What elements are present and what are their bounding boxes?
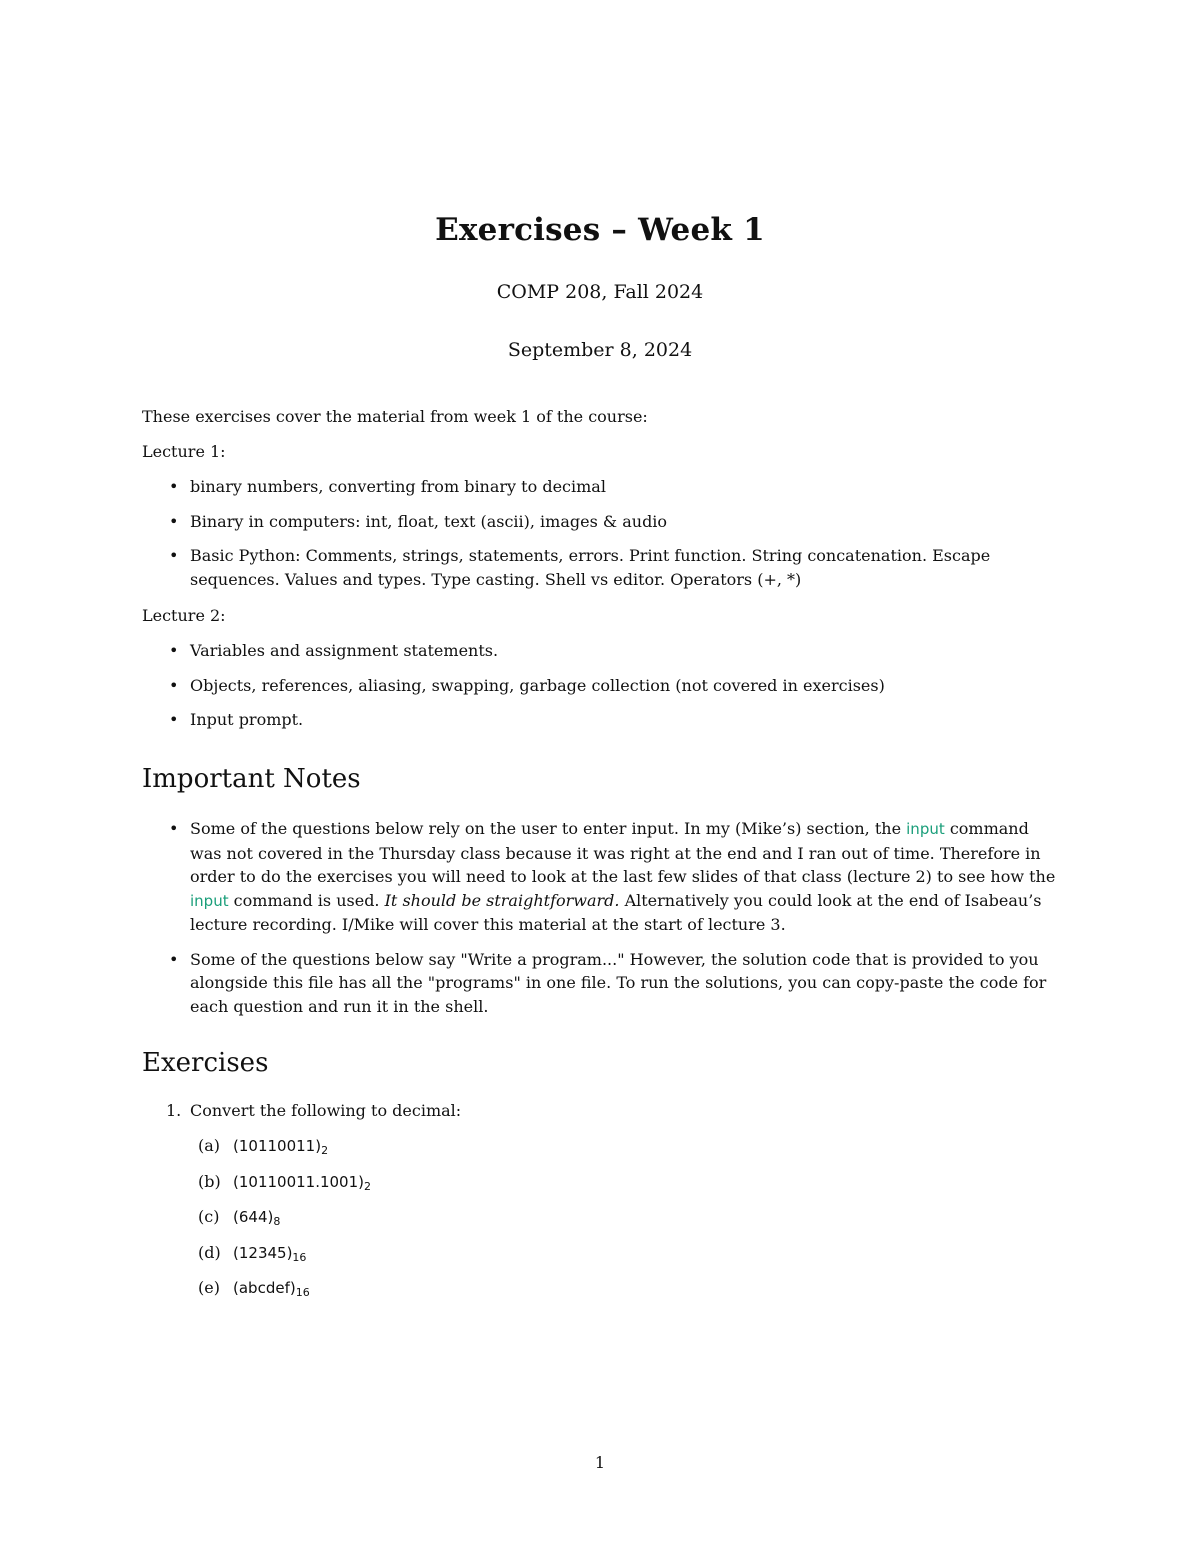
exercise-item [142, 1099, 1060, 1123]
section-heading-important-notes: Important Notes [142, 764, 361, 794]
list-item: • Some of the questions below say "Write a program..." However, the solution code that is provided to you alongside this file has all the "programs" in one file. To run the solutions, you can copy-paste the code for each question and run it in the shell. [169, 949, 1047, 1016]
emphasis-text: It should be straightforward. [384, 890, 620, 910]
bullet-icon: • [169, 641, 179, 660]
bullet-icon: • [169, 675, 179, 695]
list-item: • Binary in computers: int, float, text (ascii), images & audio [142, 510, 1060, 534]
list-item: • Variables and assignment statements. [142, 639, 1060, 663]
bullet-icon: • [169, 477, 179, 496]
bullet-icon: • [169, 546, 179, 565]
list-item: • Some of the questions below rely on the user to enter input. In my (Mike’s) section, the input command was not covered in the Thursday class because it was right at the end and I ran out of time. Therefore in order to do the exercises you will need to look at the last few slides of that class (lecture 2) to see how the input command is used. It should be straightforward. Alternatively you could look at the end of Isabeau’s lecture recording. I/Mike will cover this material at the start of lecture 3. [169, 819, 1056, 934]
important-notes-list [142, 817, 1060, 1018]
lecture-1-topics [142, 475, 1060, 591]
list-item: • Objects, references, aliasing, swapping, garbage collection (not covered in exercises) [142, 674, 1060, 698]
bullet-icon: • [169, 819, 179, 838]
exercise-subparts [198, 1134, 371, 1312]
input-code-term: input [190, 891, 229, 910]
bullet-icon: • [169, 710, 179, 729]
intro-paragraph: These exercises cover the material from week 1 of the course: [142, 407, 648, 426]
exercise-list [142, 1099, 1060, 1123]
lecture-1-label: Lecture 1: [142, 442, 226, 461]
lecture-2-topics [142, 639, 1060, 732]
page-number: 1 [594, 1453, 606, 1472]
section-heading-exercises: Exercises [142, 1048, 269, 1078]
input-code-term: input [906, 820, 945, 838]
exercise-text: Convert the following to decimal: [190, 1101, 462, 1120]
exercise-number: 1. [166, 1101, 182, 1120]
document-date: September 8, 2024 [507, 339, 693, 361]
subpart-item: (d) $(12345)_{16}$ [198, 1242, 307, 1264]
subpart-item: (c) $(644)_8$ [198, 1207, 281, 1228]
subpart-item: (b) $(10110011.1001)_2$ [198, 1171, 371, 1193]
course-subtitle: COMP 208, Fall 2024 [496, 281, 704, 303]
page-title: Exercises – Week 1 [435, 212, 765, 248]
list-item: • Basic Python: Comments, strings, statements, errors. Print function. String concatenation. Escape sequences. Values and types. Type casting. Shell vs editor. Operators (+, *) [169, 546, 991, 589]
bullet-icon: • [169, 949, 179, 969]
lecture-2-label: Lecture 2: [142, 606, 226, 625]
list-item: • binary numbers, converting from binary to decimal [142, 475, 1060, 499]
subpart-item: (e) $(abcdef)_{16}$ [198, 1278, 310, 1299]
list-item: • Input prompt. [142, 708, 1060, 732]
subpart-item: (a) $(10110011)_2$ [198, 1136, 329, 1157]
bullet-icon: • [169, 511, 179, 531]
